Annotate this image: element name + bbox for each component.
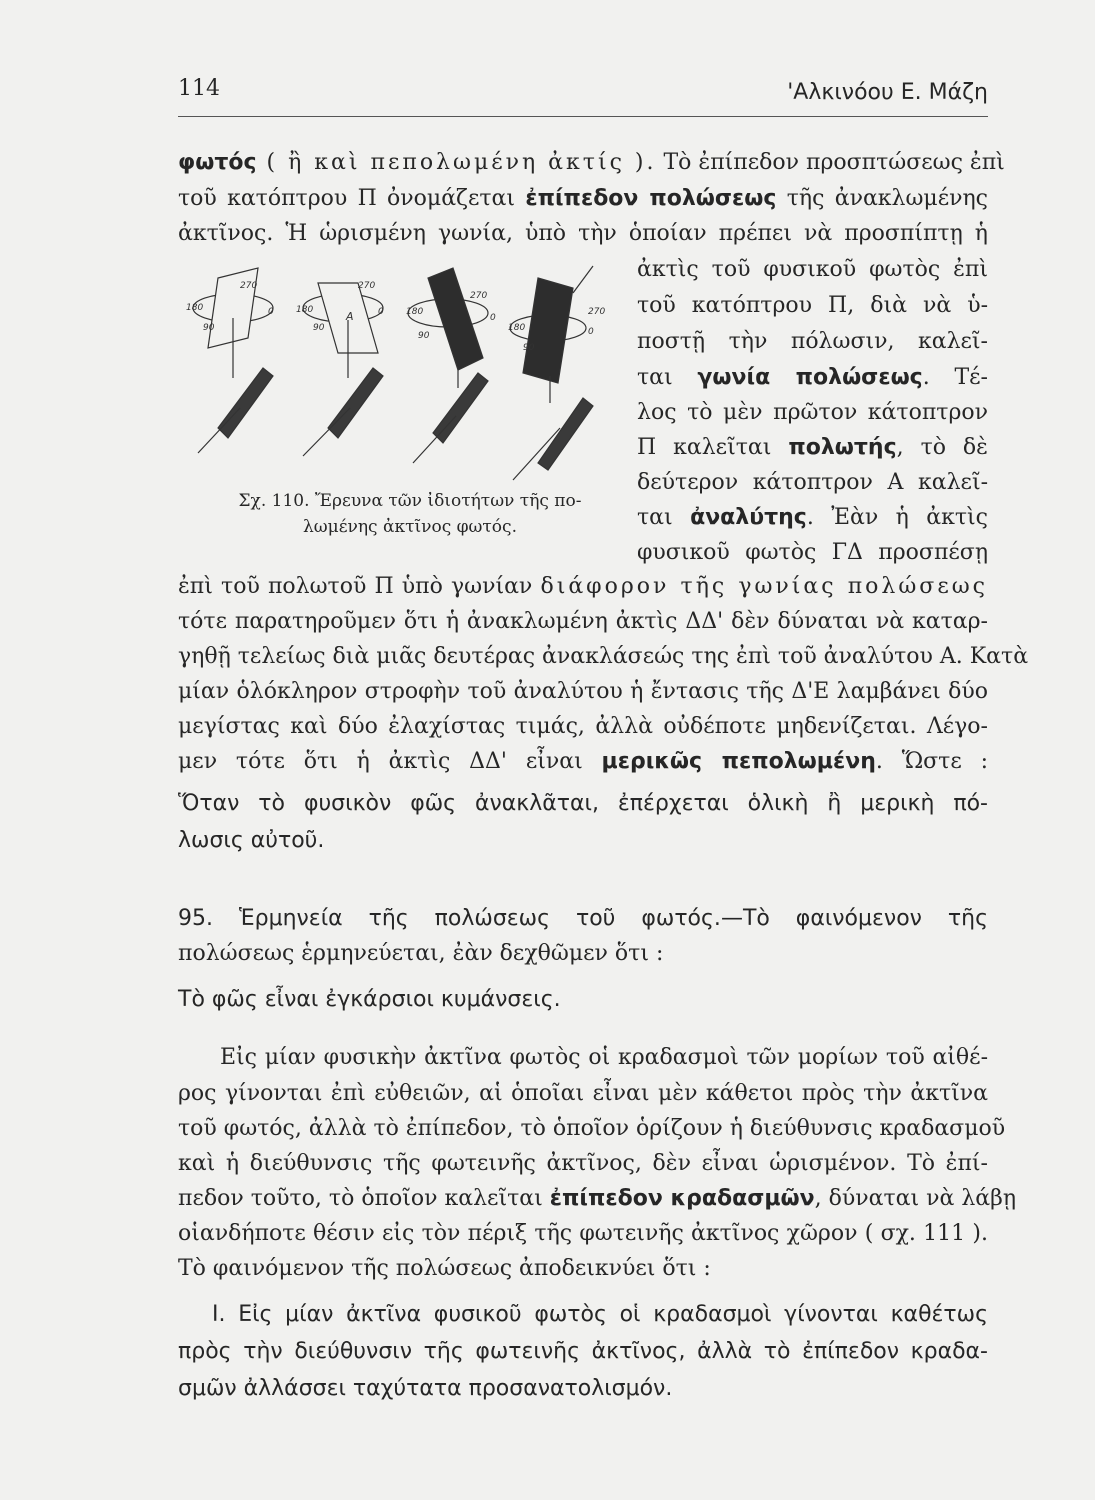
text-line: δεύτερον κάτοπτρον Α καλεῖ- bbox=[637, 470, 988, 495]
text-line bbox=[178, 572, 988, 602]
angle-label: 270 bbox=[588, 307, 606, 317]
text-span: ται bbox=[637, 365, 698, 390]
text-span: . Τέ- bbox=[922, 365, 988, 390]
bold-term: γωνία πολώσεως bbox=[697, 365, 923, 390]
section-title: Ἑρμηνεία τῆς πολώσεως τοῦ φωτός. bbox=[238, 906, 721, 931]
angle-label: 90 bbox=[523, 343, 535, 353]
text-span: πεδον τοῦτο, τὸ ὁποῖον καλεῖται bbox=[178, 1186, 550, 1211]
law-line: Τὸ φῶς εἶναι ἐγκάρσιοι κυμάνσεις. bbox=[178, 987, 561, 1012]
text-line: μίαν ὁλόκληρον στροφὴν τοῦ ἀναλύτου ἡ ἔντασις τῆς Δ'Ε λαμβάνει δύο bbox=[178, 679, 988, 704]
angle-label: 90 bbox=[313, 323, 325, 333]
text-line: φυσικοῦ φωτὸς ΓΔ προσπέσῃ bbox=[637, 540, 988, 565]
text-line: καὶ ἡ διεύθυνσις τῆς φωτεινῆς ἀκτῖνος, δὲν εἶναι ὡρισμένον. Τὸ ἐπί- bbox=[178, 1151, 988, 1176]
bold-term: ἐπίπεδον κραδασμῶν bbox=[549, 1186, 815, 1211]
page-header bbox=[178, 76, 988, 117]
text-line: πολώσεως ἑρμηνεύεται, ἐὰν δεχθῶμεν ὅτι : bbox=[178, 941, 664, 966]
section-number: 95. bbox=[178, 906, 239, 931]
text-line: Εἰς μίαν φυσικὴν ἀκτῖνα φωτὸς οἱ κραδασμοὶ τῶν μορίων τοῦ αἰθέ- bbox=[220, 1045, 988, 1070]
figure-110 bbox=[178, 258, 633, 483]
point-line: πρὸς τὴν διεύθυνσιν τῆς φωτεινῆς ἀκτῖνος, ἀλλὰ τὸ ἐπίπεδον κραδα- bbox=[178, 1339, 988, 1364]
angle-label: 270 bbox=[240, 281, 258, 291]
running-head: 'Αλκινόου Ε. Μάζη bbox=[787, 80, 988, 105]
text-span: , δύναται νὰ λάβῃ bbox=[814, 1186, 1017, 1211]
page-number: 114 bbox=[178, 76, 220, 101]
text-span: ( ἢ καὶ πεπολωμένη ἀκτίς ). bbox=[256, 150, 657, 175]
caption-line: λωμένης ἀκτῖνος φωτός. bbox=[303, 517, 517, 537]
text-span: Π καλεῖται bbox=[637, 435, 789, 460]
angle-label: 0 bbox=[588, 327, 594, 337]
text-span: . Ὥστε : bbox=[875, 749, 988, 774]
text-line bbox=[178, 184, 988, 214]
text-line: ἀκτῖνος. Ἡ ὡρισμένη γωνία, ὑπὸ τὴν ὁποίαν πρέπει νὰ προσπίπτῃ ἡ bbox=[178, 221, 988, 246]
text-span: , τὸ δὲ bbox=[896, 435, 988, 460]
angle-label: 90 bbox=[418, 331, 430, 341]
section-heading-line bbox=[178, 904, 988, 934]
polarization-apparatus-diagram bbox=[178, 258, 633, 483]
text-span: μεν τότε ὅτι ἡ ἀκτὶς ΔΔ' εἶναι bbox=[178, 749, 602, 774]
text-line bbox=[178, 1184, 1017, 1214]
bold-term: ἐπίπεδον πολώσεως bbox=[525, 186, 777, 211]
text-line: ἀκτὶς τοῦ φυσικοῦ φωτὸς ἐπὶ bbox=[637, 257, 988, 282]
text-line: Τὸ φαινόμενον τῆς πολώσεως ἀποδεικνύει ὅτι : bbox=[178, 1256, 711, 1281]
angle-label: 180 bbox=[406, 307, 424, 317]
text-span: ἐπὶ τοῦ πολωτοῦ Π ὑπὸ γωνίαν bbox=[178, 574, 541, 599]
text-span: ται bbox=[637, 505, 691, 530]
text-line bbox=[637, 503, 988, 533]
text-span: —Τὸ φαινόμενον τῆς bbox=[720, 906, 989, 931]
text-span: Τὸ ἐπίπεδον προσπτώσεως ἐπὶ bbox=[656, 150, 1005, 175]
bold-term: πολωτής bbox=[788, 435, 897, 460]
angle-label: 0 bbox=[268, 307, 274, 317]
text-line: μεγίστας καὶ δύο ἐλαχίστας τιμάς, ἀλλὰ οὐδέποτε μηδενίζεται. Λέγο- bbox=[178, 714, 988, 739]
text-line: οἱανδήποτε θέσιν εἰς τὸν πέριξ τῆς φωτεινῆς ἀκτῖνος χῶρον ( σχ. 111 ). bbox=[178, 1221, 988, 1246]
angle-label: 180 bbox=[296, 305, 314, 315]
text-line bbox=[178, 148, 1005, 178]
law-line: Ὅταν τὸ φυσικὸν φῶς ἀνακλᾶται, ἐπέρχεται ὁλικὴ ἢ μερικὴ πό- bbox=[178, 791, 988, 816]
figure-caption bbox=[195, 488, 625, 540]
text-line: ρος γίνονται ἐπὶ εὐθειῶν, αἱ ὁποῖαι εἶναι μὲν κάθετοι πρὸς τὴν ἀκτῖνα bbox=[178, 1081, 988, 1106]
angle-label: 90 bbox=[203, 323, 215, 333]
point-line: σμῶν ἀλλάσσει ταχύτατα προσανατολισμόν. bbox=[178, 1376, 673, 1401]
text-line bbox=[178, 747, 988, 777]
text-span: τοῦ κατόπτρου Π ὀνομάζεται bbox=[178, 186, 526, 211]
angle-label: 180 bbox=[186, 303, 204, 313]
angle-label: 0 bbox=[490, 313, 496, 323]
text-span: διάφορον τῆς γωνίας πολώσεως bbox=[540, 574, 988, 599]
text-line bbox=[637, 363, 988, 393]
text-line: τοῦ φωτός, ἀλλὰ τὸ ἐπίπεδον, τὸ ὁποῖον ὁρίζουν ἡ διεύθυνσις κραδασμοῦ bbox=[178, 1116, 1006, 1141]
text-line bbox=[637, 433, 988, 463]
law-line: λωσις αὐτοῦ. bbox=[178, 828, 325, 853]
mirror-label: Α bbox=[346, 310, 354, 323]
text-line: τότε παρατηροῦμεν ὅτι ἡ ἀνακλωμένη ἀκτὶς ΔΔ' δὲν δύναται νὰ καταρ- bbox=[178, 609, 988, 634]
angle-label: 0 bbox=[378, 307, 384, 317]
bold-term: φωτός bbox=[178, 150, 257, 175]
caption-line: Σχ. 110. Ἔρευνα τῶν ἰδιοτήτων τῆς πο- bbox=[238, 491, 582, 511]
point-line: Ι. Εἰς μίαν ἀκτῖνα φυσικοῦ φωτὸς οἱ κραδασμοὶ γίνονται καθέτως bbox=[212, 1302, 988, 1327]
text-line: τοῦ κατόπτρου Π, διὰ νὰ ὑ- bbox=[637, 293, 988, 318]
text-line: λος τὸ μὲν πρῶτον κάτοπτρον bbox=[637, 400, 988, 425]
text-line: ποστῇ τὴν πόλωσιν, καλεῖ- bbox=[637, 329, 988, 354]
bold-term: μερικῶς πεπολωμένη bbox=[601, 749, 876, 774]
angle-label: 270 bbox=[358, 281, 376, 291]
text-line: γηθῇ τελείως διὰ μιᾶς δευτέρας ἀνακλάσεώς της ἐπὶ τοῦ ἀναλύτου Α. Κατὰ bbox=[178, 644, 1029, 669]
angle-label: 180 bbox=[508, 323, 526, 333]
text-span: τῆς ἀνακλωμένης bbox=[776, 186, 989, 211]
angle-label: 270 bbox=[470, 291, 488, 301]
bold-term: ἀναλύτης bbox=[690, 505, 807, 530]
text-span: . Ἐὰν ἡ ἀκτὶς bbox=[806, 505, 988, 530]
